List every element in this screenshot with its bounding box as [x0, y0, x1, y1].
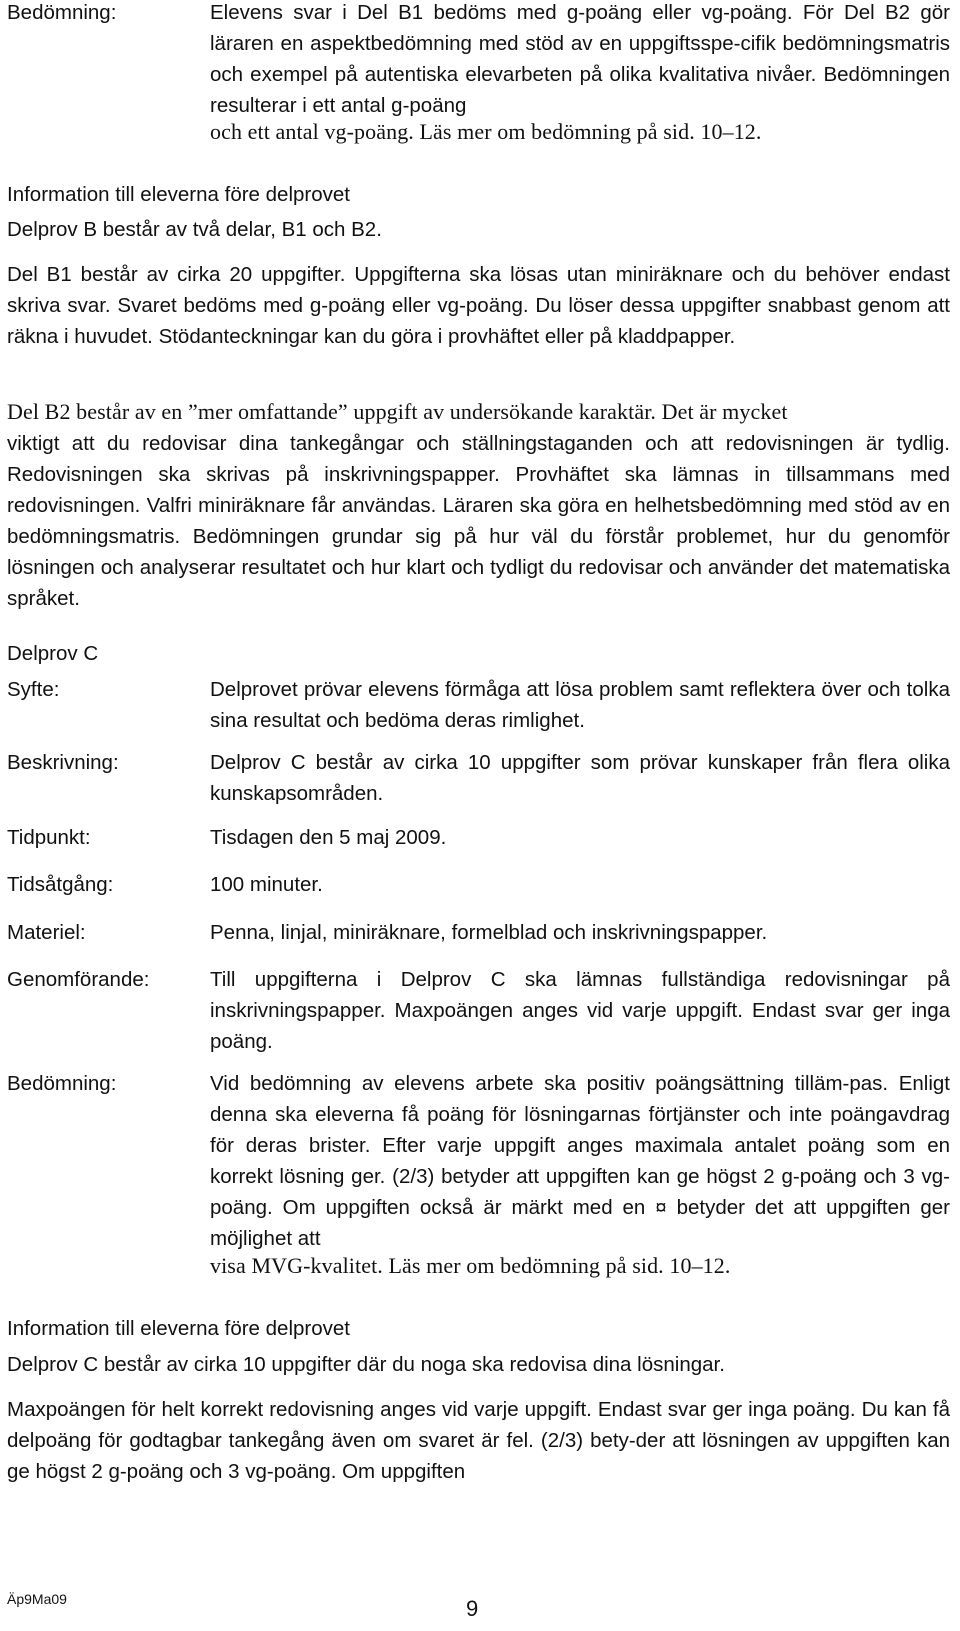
c-syfte-text: Delprovet prövar elevens förmåga att lösa problem samt reflektera över och tolka sina resultat och bedöma deras rimlighet. — [210, 678, 950, 732]
c-beskrivning-label: Beskrivning: — [7, 751, 119, 774]
c-tidpunkt-label: Tidpunkt: — [7, 826, 91, 849]
c-tidsatgang-label: Tidsåtgång: — [7, 873, 114, 896]
b-info-paragraph-2: Del B1 består av cirka 20 uppgifter. Uppgifterna ska lösas utan miniräknare och du behöver endast skriva svar. Svaret bedöms med g-poäng eller vg-poäng. Du löser dessa uppgifter snabbast genom att räkna i huvudet. Stödanteckningar kan du göra i provhäftet eller på kladdpapper. — [7, 263, 950, 348]
b-info-paragraph-3-serif-line: Del B2 består av en ”mer omfattande” uppgift av undersökande karaktär. Det är mycket — [7, 399, 788, 424]
c-bedomning-text: Vid bedömning av elevens arbete ska positiv poängsättning tilläm-pas. Enligt denna ska eleverna få poäng för lösningarnas förtjänster och inte poängavdrag för deras brister. Efter varje uppgift anges maximala antalet poäng som en korrekt lösning ger. (2/3) betyder att uppgiften kan ge högst 2 g-poäng och 3 vg-poäng. Om uppgiften också är märkt med en ¤ betyder det att uppgiften ger möjlighet att — [210, 1072, 950, 1250]
b-info-paragraph-3: viktigt att du redovisar dina tankegångar och ställningstaganden och att redovisningen är tydlig. Redovisningen ska skrivas på inskrivningspapper. Provhäftet ska lämnas in tillsammans med redovisningen. Valfri miniräknare får användas. Läraren ska göra en helhetsbedömning med stöd av en bedömningsmatris. Bedömningen grundar sig på hur väl du förstår problemet, hur du genomför lösningen och analyserar resultatet och hur klart och tydligt du redovisar och använder det matematiska språket. — [7, 432, 950, 610]
c-bedomning-label: Bedömning: — [7, 1072, 117, 1095]
b-info-heading: Information till eleverna före delprovet — [7, 183, 350, 206]
b-info-paragraph-1: Delprov B består av två delar, B1 och B2. — [7, 218, 382, 241]
c-tidpunkt-text: Tisdagen den 5 maj 2009. — [210, 826, 447, 849]
c-info-paragraph-2: Maxpoängen för helt korrekt redovisning anges vid varje uppgift. Endast svar ger inga poäng. Du kan få delpoäng för godtagbar tankegång även om svaret är fel. (2/3) bety-der att lösningen av uppgiften kan ge högst 2 g-poäng och 3 vg-poäng. Om uppgiften — [7, 1398, 950, 1483]
c-genomforande-text: Till uppgifterna i Delprov C ska lämnas fullständiga redovisningar på inskrivningspapper. Maxpoängen anges vid varje uppgift. Endast svar ger inga poäng. — [210, 968, 950, 1053]
c-tidsatgang-text: 100 minuter. — [210, 873, 323, 896]
c-section-title: Delprov C — [7, 642, 99, 665]
b-bedomning-label: Bedömning: — [7, 1, 117, 24]
footer-doc-code: Äp9Ma09 — [7, 1591, 67, 1607]
c-bedomning-serif-line: visa MVG-kvalitet. Läs mer om bedömning på sid. 10–12. — [210, 1253, 731, 1278]
c-materiel-label: Materiel: — [7, 921, 86, 944]
c-beskrivning-text: Delprov C består av cirka 10 uppgifter som prövar kunskaper från flera olika kunskapsområden. — [210, 751, 950, 805]
footer-page-number: 9 — [466, 1596, 479, 1621]
c-materiel-text: Penna, linjal, miniräknare, formelblad och inskrivningspapper. — [210, 921, 768, 944]
c-info-paragraph-1: Delprov C består av cirka 10 uppgifter där du noga ska redovisa dina lösningar. — [7, 1353, 725, 1376]
b-bedomning-serif-line: och ett antal vg-poäng. Läs mer om bedömning på sid. 10–12. — [210, 119, 762, 144]
c-syfte-label: Syfte: — [7, 678, 60, 701]
b-bedomning-text: Elevens svar i Del B1 bedöms med g-poäng eller vg-poäng. För Del B2 gör läraren en aspektbedömning med stöd av en uppgiftsspe-cifik bedömningsmatris och exempel på autentiska elevarbeten på olika kvalitativa nivåer. Bedömningen resulterar i ett antal g-poäng — [210, 1, 950, 117]
c-info-heading: Information till eleverna före delprovet — [7, 1317, 350, 1340]
c-genomforande-label: Genomförande: — [7, 968, 150, 991]
